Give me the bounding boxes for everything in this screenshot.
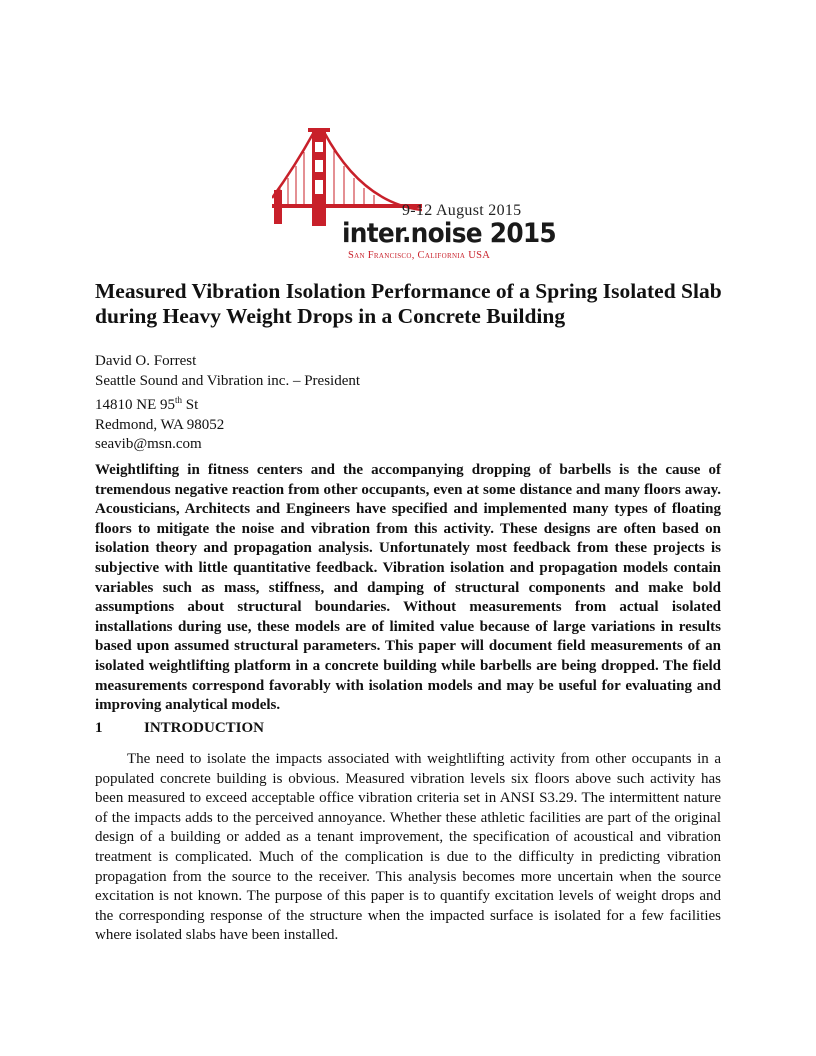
- conference-brand: inter.noise 2015: [342, 218, 556, 249]
- section-number: 1: [95, 720, 103, 736]
- street-prefix: 14810 NE 95: [95, 397, 175, 413]
- conference-logo: [272, 128, 556, 261]
- section-title: INTRODUCTION: [144, 720, 265, 736]
- author-street: [95, 391, 695, 416]
- paper-title: Measured Vibration Isolation Performance of a Spring Isolated Slab during Heavy Weight Drops in a Concrete Building: [95, 279, 722, 328]
- author-affiliation: Seattle Sound and Vibration inc. – President: [95, 372, 361, 389]
- street-suffix: St: [182, 397, 199, 413]
- introduction-paragraph: The need to isolate the impacts associated with weightlifting activity from other occupants in a populated concrete building is obvious. Measured vibration levels six floors above such activity has been measured to exceed acceptable office vibration criteria set in ANSI S3.29. The intermittent nature of the impacts adds to the perceived annoyance. Whether these athletic facilities are part of the original design of a building or added as a tenant improvement, the specification of acoustical and vibration treatment is complicated. Much of the complication is due to the difficulty in predicting vibration propagation from the source to the receiver. This analysis becomes more uncertain when the source excitation is not known. The purpose of this paper is to quantify excitation levels of weight drops and the corresponding response of the structure when the impacted surface is isolated for a few facilities where isolated slabs have been installed.: [95, 751, 721, 944]
- abstract: Weightlifting in fitness centers and the accompanying dropping of barbells is the cause of tremendous negative reaction from other occupants, even at some distance and many floors away. Acousticians, Architects and Engineers have specified and implemented many types of floating floors to mitigate the noise and vibration from this activity. These designs are often based on isolation theory and propagation analysis. Unfortunately most feedback from these projects is subjective with little quantitative feedback. Vibration isolation and propagation models contain variables such as mass, stiffness, and damping of structural components and make bold assumptions about structural boundaries. Without measurements from actual isolated installations during use, these models are of limited value because of large variations in results based upon assumed structural parameters. This paper will document field measurements of an isolated weightlifting platform in a concrete building while barbells are being dropped. The field measurements correspond favorably with isolation models and may be useful for evaluating and improving analytical models.: [95, 462, 721, 714]
- author-block: [95, 352, 695, 455]
- author-name: David O. Forrest: [95, 353, 197, 369]
- conference-dates: 9-12 August 2015: [402, 202, 522, 219]
- street-ordinal: th: [175, 395, 183, 405]
- author-city: Redmond, WA 98052: [95, 416, 225, 433]
- author-email: seavib@msn.com: [95, 436, 202, 452]
- section-heading: [95, 720, 264, 737]
- conference-location: San Francisco, California USA: [348, 250, 491, 261]
- golden-gate-bridge-icon: [272, 128, 422, 228]
